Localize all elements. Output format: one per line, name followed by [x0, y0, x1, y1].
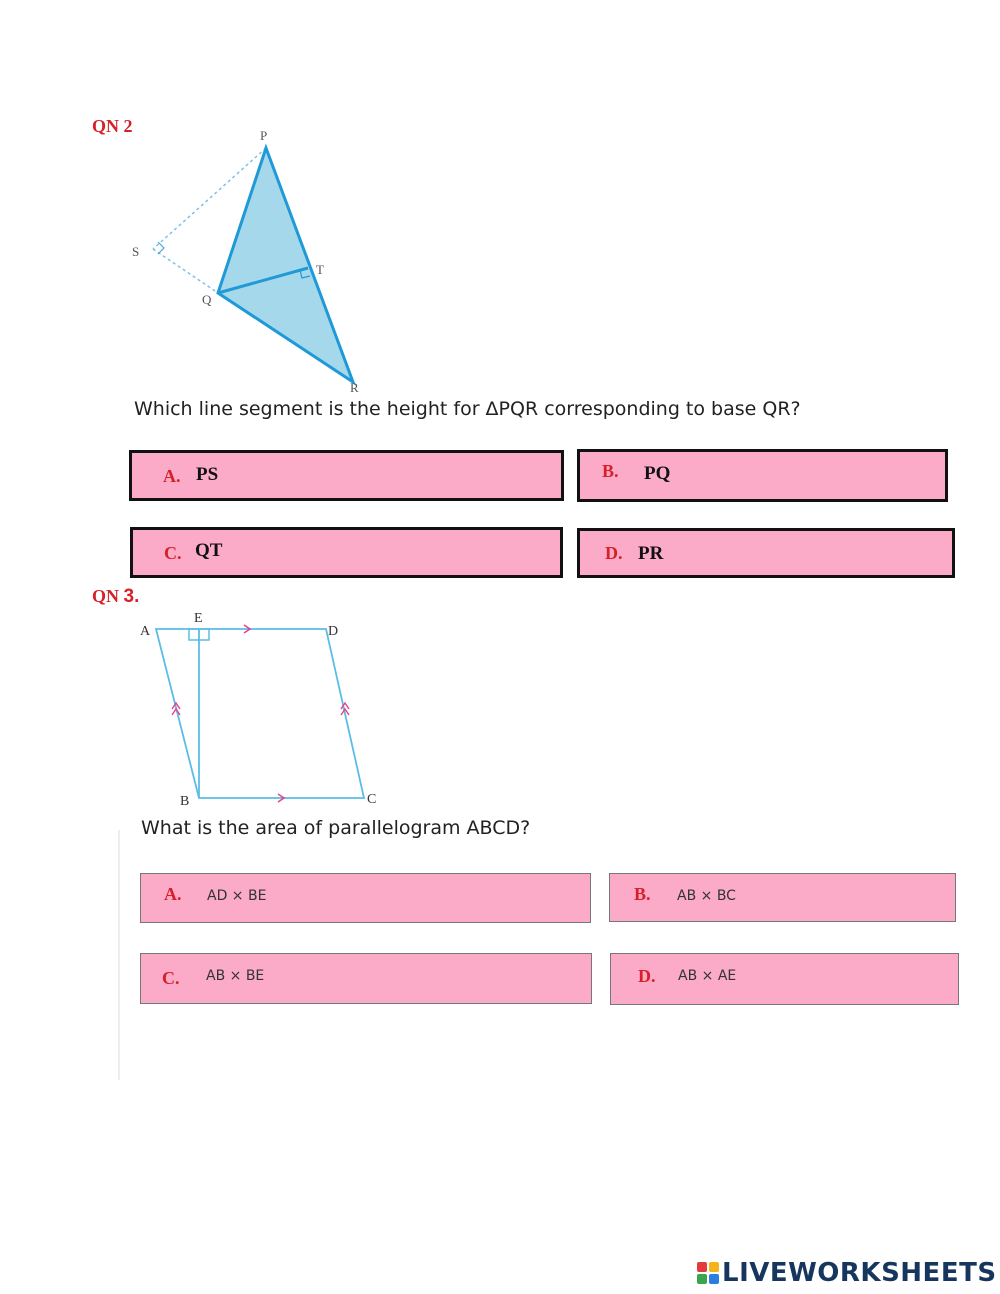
- logo-icon: [697, 1262, 719, 1284]
- liveworksheets-logo: [697, 1258, 997, 1288]
- label-p: P: [260, 128, 268, 143]
- question-2-label: QN 2: [92, 116, 133, 136]
- qn3-option-c[interactable]: [140, 953, 592, 1004]
- label-t: T: [316, 262, 324, 277]
- option-answer: AB × BE: [206, 968, 265, 984]
- option-answer: AB × BC: [677, 888, 736, 904]
- label-e: E: [194, 611, 203, 626]
- qn2-option-a[interactable]: [129, 450, 564, 501]
- option-letter: B.: [634, 884, 651, 904]
- question-3-label: [92, 586, 139, 608]
- option-letter: A.: [163, 466, 181, 486]
- question-3-prefix: QN: [92, 586, 119, 606]
- label-r: R: [350, 380, 359, 395]
- parallelogram-abcd-figure: [136, 605, 386, 810]
- triangle-pqr: [218, 148, 353, 382]
- parallelogram-abcd: [156, 629, 364, 798]
- qn2-option-c[interactable]: [130, 527, 563, 578]
- label-c: C: [367, 792, 377, 807]
- logo-text: LIVEWORKSHEETS: [722, 1258, 997, 1288]
- option-answer: AB × AE: [678, 968, 737, 984]
- qn3-option-a[interactable]: [140, 873, 591, 923]
- option-letter: C.: [162, 968, 180, 988]
- option-answer: PR: [638, 543, 664, 564]
- option-letter: B.: [602, 461, 619, 481]
- label-s: S: [132, 244, 140, 259]
- qn3-option-d[interactable]: [610, 953, 959, 1005]
- option-letter: D.: [638, 966, 656, 986]
- label-a: A: [140, 624, 151, 639]
- label-d: D: [328, 624, 339, 639]
- qn2-option-b[interactable]: [577, 449, 948, 502]
- option-answer: QT: [195, 540, 223, 561]
- option-answer: PQ: [644, 463, 671, 484]
- qn2-option-d[interactable]: [577, 528, 955, 578]
- qn3-option-b[interactable]: [609, 873, 956, 922]
- option-letter: C.: [164, 543, 182, 563]
- option-letter: D.: [605, 543, 623, 563]
- option-answer: AD × BE: [207, 888, 267, 904]
- triangle-pqr-figure: [120, 120, 380, 395]
- margin-divider: [118, 830, 120, 1080]
- option-letter: A.: [164, 884, 182, 904]
- dotted-line-sq: [153, 249, 218, 293]
- label-q: Q: [202, 292, 212, 307]
- option-answer: PS: [196, 464, 219, 485]
- question-3-number: 3.: [123, 586, 140, 607]
- question-3-text: What is the area of parallelogram ABCD?: [141, 817, 531, 839]
- question-2-text: Which line segment is the height for ΔPQR corresponding to base QR?: [134, 398, 801, 420]
- label-b: B: [180, 794, 190, 809]
